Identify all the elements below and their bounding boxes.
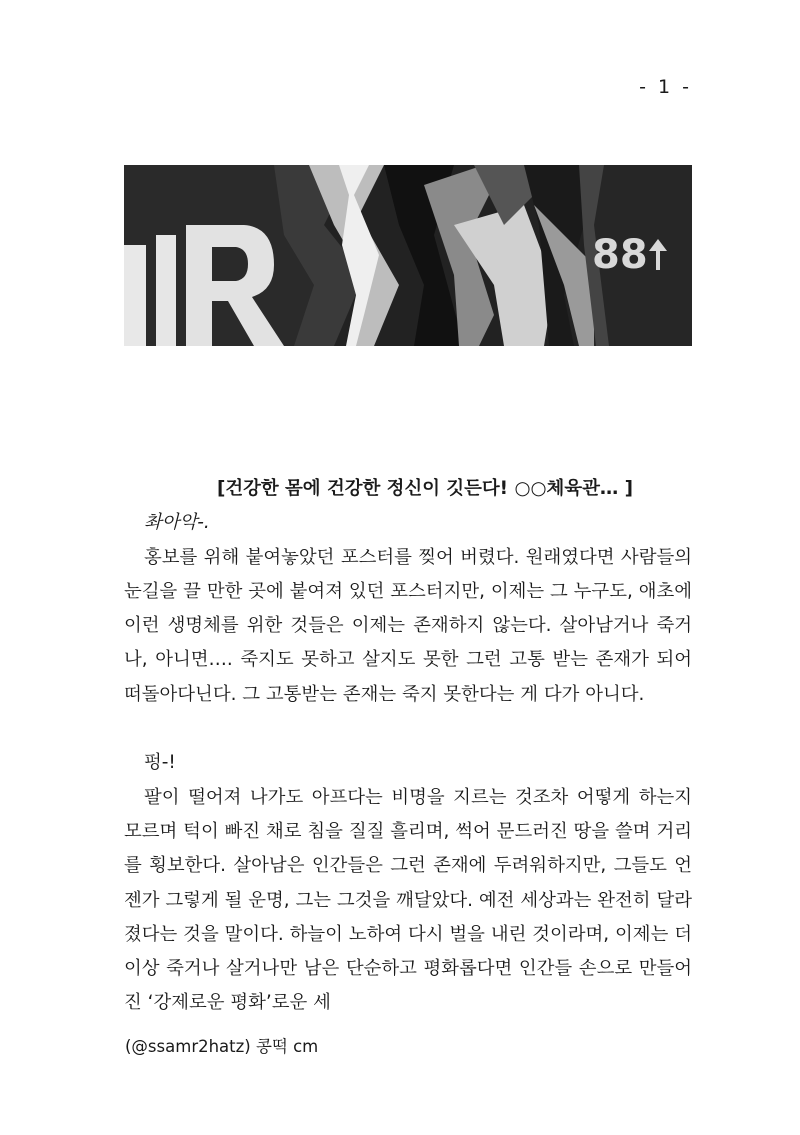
paragraph: 팔이 떨어져 나가도 아프다는 비명을 지르는 것조차 어떻게 하는지 모르며 턱이 빠진 채로 침을 질질 흘리며, 썩어 문드러진 땅을 쓸며 거리를 횡보한다. 살아남은 인간들은 그런 존재에 두려워하지만, 그들도 언젠가 그렇게 될 운명, 그는 그것을 깨달았다. 예전 세상과는 완전히 달라졌다는 것을 말이다. 하늘이 노하여 다시 벌을 내린 것이라며, 이제는 더 이상 죽거나 살거나만 남은 단순하고 평화롭다면 인간들 손으로 만들어진 ‘강제로운 평화’로운 세 xyxy=(124,786,692,1014)
banner-number-text: 88 xyxy=(592,232,648,278)
sound-effect-text: 펑-! xyxy=(144,752,176,774)
footer-credit: (@ssamr2hatz) 콩떡 cm xyxy=(125,1037,319,1056)
sound-effect-text: 촤아악-. xyxy=(144,512,210,534)
page-number: - 1 - xyxy=(639,76,692,98)
body-text xyxy=(124,472,692,1021)
section-heading: [건강한 몸에 건강한 정신이 깃든다! ○○체육관… ] xyxy=(216,478,634,499)
banner-image xyxy=(124,165,692,346)
paragraph: 홍보를 위해 붙여놓았던 포스터를 찢어 버렸다. 원래였다면 사람들의 눈길을 끌 만한 곳에 붙여져 있던 포스터지만, 이제는 그 누구도, 애초에 이런 생명체를 위한 것들은 이제는 존재하지 않는다. 살아남거나 죽거나, 아니면…. 죽지도 못하고 살지도 못한 그런 고통 받는 존재가 되어 떠돌아다닌다. 그 고통받는 존재는 죽지 못한다는 게 다가 아니다. xyxy=(124,546,692,705)
